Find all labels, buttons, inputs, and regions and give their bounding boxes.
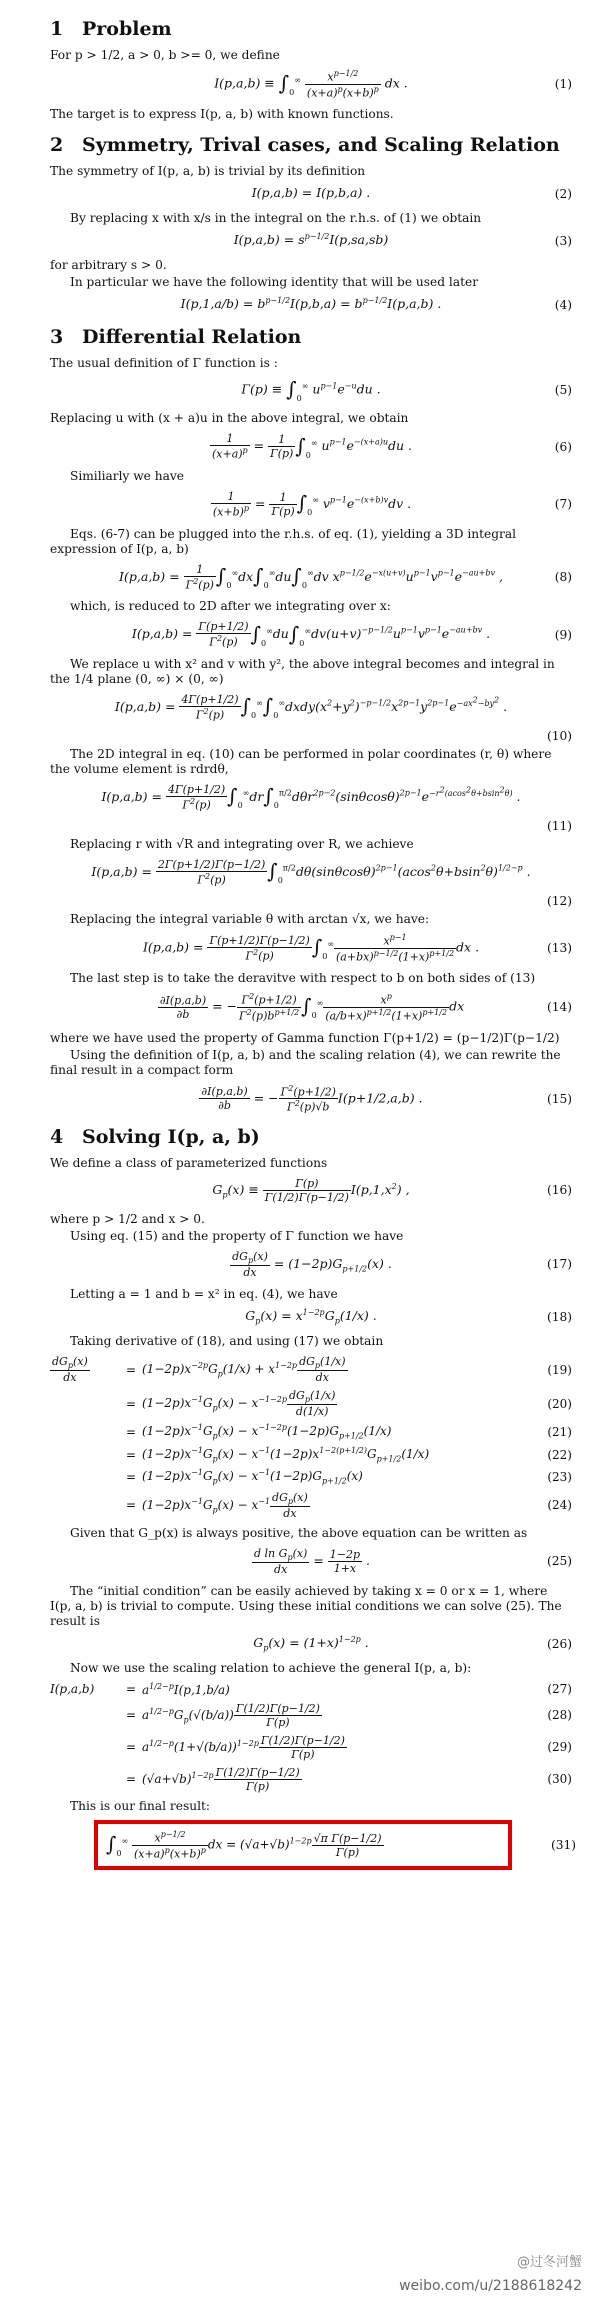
- paragraph: Eqs. (6-7) can be plugged into the r.h.s. of eq. (1), yielding a 3D integral expression of I(p, a, b): [50, 526, 517, 556]
- paragraph: Using eq. (15) and the property of Γ function we have: [70, 1228, 404, 1243]
- paragraph: We define a class of parameterized functions: [50, 1155, 328, 1170]
- paragraph: Taking derivative of (18), and using (17) we obtain: [70, 1334, 384, 1349]
- paragraph: The usual definition of Γ function is :: [50, 356, 278, 371]
- watermark-handle: @过冬河蟹: [516, 2255, 582, 2270]
- paragraph: This is our final result:: [70, 1798, 210, 1813]
- equation-10: I(p,a,b) = $\frac{4\Gamma(p+1/2)}{\Gamma^2(p)}$ $\int_0^\infty\int_0^\infty dxdy(x^2+y^2)^{-p-1/2}x^{2p-1}y^{2p-1}e^{-ax^2-by^2}$ . (10): [114, 692, 572, 743]
- equation-14: $\frac{\partial I(p,a,b)}{\partial b}$ = − $\frac{\Gamma^2(p+1/2)}{\Gamma^2(p)b^{p+1/2}}$ $\int_0^\infty$ $\frac{x^p}{(a/b+x)^{p+1/2}(1+x)^{p+1/2}}$ dx (14): [159, 992, 572, 1023]
- paragraph: In particular we have the following identity that will be used later: [70, 275, 479, 290]
- paragraph: where we have used the property of Gamma function Γ(p+1/2) = (p−1/2)Γ(p−1/2): [50, 1030, 560, 1045]
- paragraph: We replace u with x² and v with y², the above integral becomes and integral in the 1/4 plane (0, ∞) × (0, ∞): [50, 656, 555, 686]
- paragraph: which, is reduced to 2D after we integrating over x:: [70, 599, 391, 614]
- equation-array-27-30: I(p,a,b) = $a^{1/2-p}I(p,1,b/a)$ (27) = $a^{1/2-p}G_p(√(b/a))$ $\frac{\Gamma(1/2)\Gamma(p-1/2)}{\Gamma(p)}$ (28) = $a^{1/2-p}(1+√(b/a))^{1-2p}$ $\frac{\Gamma(1/2)\Gamma(p-1/2)}{\Gamma(p)}$ (29) = $(√a+√b)^{1-2p}$ $\frac{\Gamma(1/2)\Gamma(p-1/2)}{\Gamma(p)}$ (30): [50, 1681, 572, 1793]
- equation-8: I(p,a,b) = $\frac{1}{\Gamma^2(p)}$ $\int_0^\infty dx\int_0^\infty du\int_0^\infty dv$ $x^{p-1/2}e^{-x(u+v)}u^{p-1}v^{p-1}e^{-au+bv}$ , (8): [119, 562, 572, 592]
- equation-18: $G_p(x) = x^{1-2p}G_p(1/x)$ . (18): [245, 1308, 572, 1326]
- watermark-url: weibo.com/u/2188618242: [399, 2278, 582, 2294]
- section-3-heading: 3 Differential Relation: [50, 326, 302, 349]
- equation-3: $I(p,a,b) = s^{p-1/2}I(p,sa,sb)$ (3): [233, 232, 572, 249]
- paragraph: Similiarly we have: [70, 468, 184, 483]
- paragraph: For p > 1/2, a > 0, b >= 0, we define: [50, 48, 280, 62]
- paragraph: The 2D integral in eq. (10) can be performed in polar coordinates (r, θ) where the volume element is rdrdθ,: [50, 746, 552, 776]
- paragraph: Letting a = 1 and b = x² in eq. (4), we have: [70, 1287, 338, 1302]
- equation-6: $\frac{1}{(x+a)^p}$ = $\frac{1}{\Gamma(p)}$ $\int_0^\infty$ $u^{p-1}e^{-(x+a)u}du$ . (6): [211, 432, 572, 461]
- equation-17: $\frac{dG_p(x)}{dx}$ = $(1-2p)G_{p+1/2}(x)$ . (17): [232, 1249, 572, 1280]
- equation-16: $G_p(x)$ ≡ $\frac{\Gamma(p)}{\Gamma(1/2)\Gamma(p-1/2)}$ $I(p,1,x^2)$ , (16): [212, 1176, 572, 1204]
- paragraph: The “initial condition” can be easily achieved by taking x = 0 or x = 1, where I(p, a, b) is trivial to compute. Using these initial conditions we can solve (25). The result is: [50, 1583, 562, 1628]
- equation-13: I(p,a,b) = $\frac{\Gamma(p+1/2)\Gamma(p-1/2)}{\Gamma^2(p)}$ $\int_0^\infty$ $\frac{x^{p-1}}{(a+bx)^{p-1/2}(1+x)^{p+1/2}}$ dx . (13): [142, 932, 572, 964]
- equation-array-19-24: $\frac{dG_p(x)}{dx}$ = $(1-2p)x^{-2p}G_p(1/x) + x^{1-2p}$ $\frac{dG_p(1/x)}{dx}$ (19) = $(1-2p)x^{-1}G_p(x) - x^{-1-2p}$ $\frac{dG_p(1/x)}{d(1/x)}$ (20) = $(1-2p)x^{-1}G_p(x) - x^{-1-2p}(1-2p)G_{p+1/2}(1/x)$ (21) = $(1-2p)x^{-1}G_p(x) - x^{-1}(1-2p)x^{1-2(p+1/2)}G_{p+1/2}(1/x)$ (22) = $(1-2p)x^{-1}G_p(x) - x^{-1}(1-2p)G_{p+1/2}(x)$ (23) = $(1-2p)x^{-1}G_p(x) - x^{-1}$ $\frac{dG_p(x)}{dx}$ (24): [52, 1355, 572, 1520]
- section-2-heading: 2 Symmetry, Trival cases, and Scaling Relation: [50, 134, 560, 157]
- section-1-heading: 1 Problem: [50, 18, 172, 40]
- paragraph: for arbitrary s > 0.: [50, 258, 167, 273]
- paragraph: Using the definition of I(p, a, b) and the scaling relation (4), we can rewrite the final result in a compact form: [50, 1047, 561, 1077]
- equation-2: I(p,a,b) = I(p,b,a) . (2): [251, 185, 572, 202]
- equation-7: $\frac{1}{(x+b)^p}$ = $\frac{1}{\Gamma(p)}$ $\int_0^\infty$ $v^{p-1}e^{-(x+b)v}dv$ . (7): [212, 489, 572, 519]
- paragraph: where p > 1/2 and x > 0.: [50, 1211, 205, 1226]
- equation-5: $\Gamma(p) \equiv \int_0^\infty$ $u^{p-1}e^{-u}du$ . (5): [241, 377, 572, 404]
- paragraph: Given that G_p(x) is always positive, the above equation can be written as: [70, 1525, 528, 1540]
- paragraph: Replacing the integral variable θ with arctan √x, we have:: [70, 911, 430, 926]
- equation-11: I(p,a,b) = $\frac{4\Gamma(p+1/2)}{\Gamma^2(p)}$ $\int_0^\infty dr\int_0^{\pi/2}d\theta r^{2p-2}(\sin\theta\cos\theta)^{2p-1}e^{-r^2(acos^2\theta+bsin^2\theta)}$ . (11): [101, 782, 572, 833]
- equation-15: $\frac{\partial I(p,a,b)}{\partial b}$ = − $\frac{\Gamma^2(p+1/2)}{\Gamma^2(p)√b}$ I(p+1/2,a,b) . (15): [201, 1083, 572, 1114]
- paragraph: Replacing r with √R and integrating over R, we achieve: [70, 836, 414, 851]
- equation-4: $I(p,1,a/b) = b^{p-1/2}I(p,b,a) = b^{p-1/2}I(p,a,b)$ . (4): [180, 296, 572, 313]
- equation-9: I(p,a,b) = $\frac{\Gamma(p+1/2)}{\Gamma^2(p)}$ $\int_0^\infty du\int_0^\infty dv(u+v)^{-p-1/2}u^{p-1}v^{p-1}e^{-au+bv}$ . (9): [131, 620, 572, 649]
- paragraph: Replacing u with (x + a)u in the above integral, we obtain: [50, 411, 409, 426]
- equation-1: $I(p,a,b) \equiv \int_0^\infty$ $\frac{x^{p-1/2}}{(x+a)^p(x+b)^p}$ dx . (1): [214, 69, 572, 100]
- equation-26: $G_p(x) = (1+x)^{1-2p}$ . (26): [253, 1634, 572, 1653]
- final-result-box: $\int_0^\infty$ $\frac{x^{p-1/2}}{(x+a)^p(x+b)^p}$ dx = $(√a+√b)^{1-2p}$ $\frac{\text{√π Γ(p−1/2)}}{\Gamma(p)}$ (31): [94, 1820, 512, 1870]
- section-4-heading: 4 Solving I(p, a, b): [50, 1125, 260, 1148]
- equation-25: $\frac{d \ln G_p(x)}{dx}$ = $\frac{1-2p}{1+x}$ . (25): [254, 1546, 572, 1576]
- paragraph: Now we use the scaling relation to achieve the general I(p, a, b):: [70, 1660, 472, 1675]
- paragraph: The last step is to take the deravitve with respect to b on both sides of (13): [70, 971, 536, 986]
- equation-12: I(p,a,b) = $\frac{2\Gamma(p+1/2)\Gamma(p-1/2)}{\Gamma^2(p)}$ $\int_0^{\pi/2}d\theta(\sin\theta\cos\theta)^{2p-1}(acos^2\theta+bsin^2\theta)^{1/2-p}$ . (12): [91, 857, 572, 908]
- paragraph: The symmetry of I(p, a, b) is trivial by its definition: [50, 164, 366, 179]
- paragraph: By replacing x with x/s in the integral on the r.h.s. of (1) we obtain: [70, 211, 482, 226]
- paragraph: The target is to express I(p, a, b) with known functions.: [50, 107, 394, 122]
